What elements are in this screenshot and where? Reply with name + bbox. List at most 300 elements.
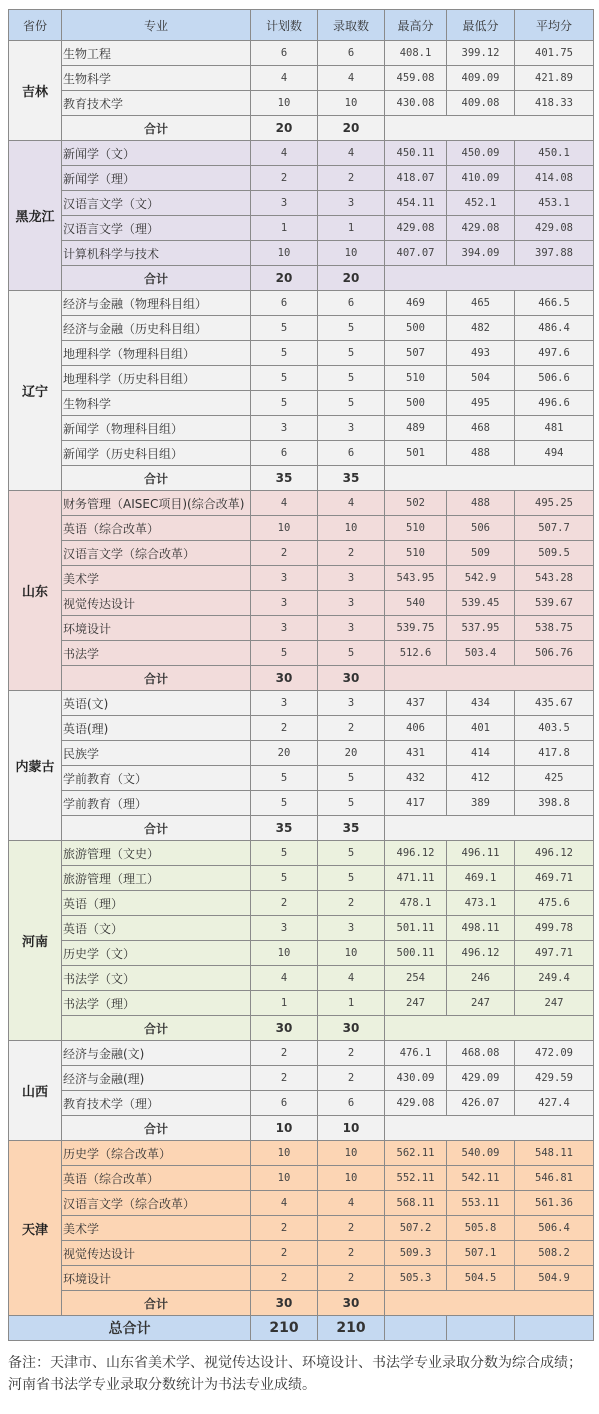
avg-score-cell: 469.71 bbox=[515, 866, 594, 891]
min-score-cell: 465 bbox=[447, 291, 515, 316]
province-cell: 山西 bbox=[9, 1041, 62, 1141]
plan-cell: 5 bbox=[251, 641, 318, 666]
subtotal-label: 合计 bbox=[62, 1016, 251, 1041]
max-score-cell: 500 bbox=[385, 391, 447, 416]
major-cell: 地理科学（历史科目组） bbox=[62, 366, 251, 391]
subtotal-row bbox=[9, 1291, 594, 1316]
table-row bbox=[9, 1041, 594, 1066]
major-cell: 新闻学（物理科目组） bbox=[62, 416, 251, 441]
admit-cell: 3 bbox=[318, 191, 385, 216]
min-score-cell: 394.09 bbox=[447, 241, 515, 266]
min-score-cell: 469.1 bbox=[447, 866, 515, 891]
min-score-cell: 553.11 bbox=[447, 1191, 515, 1216]
province-cell: 山东 bbox=[9, 491, 62, 691]
header-plan: 计划数 bbox=[251, 10, 318, 41]
avg-score-cell: 548.11 bbox=[515, 1141, 594, 1166]
major-cell: 教育技术学 bbox=[62, 91, 251, 116]
avg-score-cell: 403.5 bbox=[515, 716, 594, 741]
table-row bbox=[9, 891, 594, 916]
subtotal-label: 合计 bbox=[62, 1116, 251, 1141]
major-cell: 经济与金融（物理科目组） bbox=[62, 291, 251, 316]
major-cell: 财务管理（AISEC项目)(综合改革) bbox=[62, 491, 251, 516]
admit-cell: 5 bbox=[318, 841, 385, 866]
plan-cell: 5 bbox=[251, 841, 318, 866]
admit-cell: 5 bbox=[318, 391, 385, 416]
admit-cell: 4 bbox=[318, 66, 385, 91]
subtotal-blank bbox=[385, 116, 594, 141]
max-score-cell: 418.07 bbox=[385, 166, 447, 191]
avg-score-cell: 543.28 bbox=[515, 566, 594, 591]
plan-cell: 2 bbox=[251, 166, 318, 191]
avg-score-cell: 538.75 bbox=[515, 616, 594, 641]
admit-cell: 5 bbox=[318, 366, 385, 391]
subtotal-row bbox=[9, 466, 594, 491]
min-score-cell: 450.09 bbox=[447, 141, 515, 166]
max-score-cell: 552.11 bbox=[385, 1166, 447, 1191]
min-score-cell: 496.12 bbox=[447, 941, 515, 966]
admit-cell: 4 bbox=[318, 141, 385, 166]
max-score-cell: 454.11 bbox=[385, 191, 447, 216]
admit-cell: 10 bbox=[318, 941, 385, 966]
subtotal-plan: 10 bbox=[251, 1116, 318, 1141]
subtotal-blank bbox=[385, 816, 594, 841]
table-row bbox=[9, 741, 594, 766]
max-score-cell: 429.08 bbox=[385, 1091, 447, 1116]
min-score-cell: 426.07 bbox=[447, 1091, 515, 1116]
avg-score-cell: 475.6 bbox=[515, 891, 594, 916]
avg-score-cell: 249.4 bbox=[515, 966, 594, 991]
min-score-cell: 498.11 bbox=[447, 916, 515, 941]
subtotal-admit: 10 bbox=[318, 1116, 385, 1141]
table-row bbox=[9, 691, 594, 716]
min-score-cell: 488 bbox=[447, 441, 515, 466]
min-score-cell: 509 bbox=[447, 541, 515, 566]
table-row bbox=[9, 66, 594, 91]
max-score-cell: 562.11 bbox=[385, 1141, 447, 1166]
admit-cell: 4 bbox=[318, 966, 385, 991]
table-header-row bbox=[9, 10, 594, 41]
grand-total-blank bbox=[515, 1316, 594, 1341]
major-cell: 学前教育（理） bbox=[62, 791, 251, 816]
min-score-cell: 506 bbox=[447, 516, 515, 541]
max-score-cell: 437 bbox=[385, 691, 447, 716]
avg-score-cell: 481 bbox=[515, 416, 594, 441]
plan-cell: 2 bbox=[251, 1216, 318, 1241]
max-score-cell: 505.3 bbox=[385, 1266, 447, 1291]
plan-cell: 5 bbox=[251, 766, 318, 791]
table-row bbox=[9, 966, 594, 991]
admit-cell: 2 bbox=[318, 1266, 385, 1291]
major-cell: 旅游管理（理工） bbox=[62, 866, 251, 891]
max-score-cell: 469 bbox=[385, 291, 447, 316]
table-row bbox=[9, 1266, 594, 1291]
plan-cell: 6 bbox=[251, 441, 318, 466]
table-row bbox=[9, 941, 594, 966]
table-row bbox=[9, 191, 594, 216]
admit-cell: 6 bbox=[318, 41, 385, 66]
province-cell: 天津 bbox=[9, 1141, 62, 1316]
table-row bbox=[9, 1091, 594, 1116]
subtotal-blank bbox=[385, 1016, 594, 1041]
subtotal-blank bbox=[385, 666, 594, 691]
major-cell: 经济与金融(文) bbox=[62, 1041, 251, 1066]
min-score-cell: 495 bbox=[447, 391, 515, 416]
avg-score-cell: 398.8 bbox=[515, 791, 594, 816]
admit-cell: 6 bbox=[318, 291, 385, 316]
avg-score-cell: 508.2 bbox=[515, 1241, 594, 1266]
avg-score-cell: 546.81 bbox=[515, 1166, 594, 1191]
plan-cell: 4 bbox=[251, 1191, 318, 1216]
admit-cell: 5 bbox=[318, 766, 385, 791]
avg-score-cell: 418.33 bbox=[515, 91, 594, 116]
avg-score-cell: 427.4 bbox=[515, 1091, 594, 1116]
table-row bbox=[9, 141, 594, 166]
major-cell: 计算机科学与技术 bbox=[62, 241, 251, 266]
table-row bbox=[9, 291, 594, 316]
admit-cell: 2 bbox=[318, 716, 385, 741]
max-score-cell: 507 bbox=[385, 341, 447, 366]
avg-score-cell: 421.89 bbox=[515, 66, 594, 91]
subtotal-plan: 35 bbox=[251, 816, 318, 841]
plan-cell: 6 bbox=[251, 41, 318, 66]
admit-cell: 3 bbox=[318, 591, 385, 616]
admit-cell: 10 bbox=[318, 516, 385, 541]
max-score-cell: 450.11 bbox=[385, 141, 447, 166]
subtotal-row bbox=[9, 666, 594, 691]
table-row bbox=[9, 441, 594, 466]
table-body bbox=[9, 41, 594, 1316]
max-score-cell: 500 bbox=[385, 316, 447, 341]
admit-cell: 1 bbox=[318, 991, 385, 1016]
major-cell: 英语（理） bbox=[62, 891, 251, 916]
table-row bbox=[9, 1066, 594, 1091]
table-row bbox=[9, 616, 594, 641]
avg-score-cell: 401.75 bbox=[515, 41, 594, 66]
min-score-cell: 468 bbox=[447, 416, 515, 441]
admit-cell: 2 bbox=[318, 891, 385, 916]
max-score-cell: 430.09 bbox=[385, 1066, 447, 1091]
min-score-cell: 434 bbox=[447, 691, 515, 716]
header-province: 省份 bbox=[9, 10, 62, 41]
avg-score-cell: 497.71 bbox=[515, 941, 594, 966]
max-score-cell: 568.11 bbox=[385, 1191, 447, 1216]
admit-cell: 3 bbox=[318, 566, 385, 591]
major-cell: 新闻学（文） bbox=[62, 141, 251, 166]
table-row bbox=[9, 991, 594, 1016]
admit-cell: 2 bbox=[318, 1241, 385, 1266]
min-score-cell: 504.5 bbox=[447, 1266, 515, 1291]
min-score-cell: 389 bbox=[447, 791, 515, 816]
avg-score-cell: 435.67 bbox=[515, 691, 594, 716]
min-score-cell: 401 bbox=[447, 716, 515, 741]
min-score-cell: 505.8 bbox=[447, 1216, 515, 1241]
avg-score-cell: 506.6 bbox=[515, 366, 594, 391]
subtotal-plan: 30 bbox=[251, 666, 318, 691]
major-cell: 生物工程 bbox=[62, 41, 251, 66]
plan-cell: 20 bbox=[251, 741, 318, 766]
major-cell: 美术学 bbox=[62, 566, 251, 591]
admit-cell: 5 bbox=[318, 341, 385, 366]
plan-cell: 2 bbox=[251, 1041, 318, 1066]
major-cell: 汉语言文学（文） bbox=[62, 191, 251, 216]
avg-score-cell: 472.09 bbox=[515, 1041, 594, 1066]
admit-cell: 3 bbox=[318, 416, 385, 441]
table-row bbox=[9, 1241, 594, 1266]
admit-cell: 2 bbox=[318, 1066, 385, 1091]
major-cell: 汉语言文学（综合改革） bbox=[62, 1191, 251, 1216]
max-score-cell: 407.07 bbox=[385, 241, 447, 266]
table-row bbox=[9, 41, 594, 66]
plan-cell: 10 bbox=[251, 1166, 318, 1191]
subtotal-label: 合计 bbox=[62, 266, 251, 291]
table-row bbox=[9, 1166, 594, 1191]
admit-cell: 10 bbox=[318, 241, 385, 266]
admit-cell: 5 bbox=[318, 791, 385, 816]
footnote: 备注：天津市、山东省美术学、视觉传达设计、环境设计、书法学专业录取分数为综合成绩；河南省书法学专业录取分数统计为书法专业成绩。 bbox=[8, 1355, 582, 1393]
major-cell: 学前教育（文） bbox=[62, 766, 251, 791]
admit-cell: 10 bbox=[318, 1166, 385, 1191]
avg-score-cell: 429.08 bbox=[515, 216, 594, 241]
min-score-cell: 542.11 bbox=[447, 1166, 515, 1191]
major-cell: 汉语言文学（理） bbox=[62, 216, 251, 241]
major-cell: 环境设计 bbox=[62, 1266, 251, 1291]
plan-cell: 3 bbox=[251, 591, 318, 616]
min-score-cell: 246 bbox=[447, 966, 515, 991]
min-score-cell: 410.09 bbox=[447, 166, 515, 191]
min-score-cell: 414 bbox=[447, 741, 515, 766]
avg-score-cell: 499.78 bbox=[515, 916, 594, 941]
grand-total-admit: 210 bbox=[318, 1316, 385, 1341]
subtotal-label: 合计 bbox=[62, 116, 251, 141]
plan-cell: 1 bbox=[251, 991, 318, 1016]
major-cell: 环境设计 bbox=[62, 616, 251, 641]
subtotal-admit: 30 bbox=[318, 666, 385, 691]
max-score-cell: 432 bbox=[385, 766, 447, 791]
plan-cell: 4 bbox=[251, 966, 318, 991]
major-cell: 民族学 bbox=[62, 741, 251, 766]
min-score-cell: 542.9 bbox=[447, 566, 515, 591]
table-row bbox=[9, 416, 594, 441]
plan-cell: 5 bbox=[251, 366, 318, 391]
plan-cell: 5 bbox=[251, 866, 318, 891]
min-score-cell: 409.08 bbox=[447, 91, 515, 116]
admit-cell: 1 bbox=[318, 216, 385, 241]
plan-cell: 5 bbox=[251, 316, 318, 341]
subtotal-row bbox=[9, 116, 594, 141]
plan-cell: 3 bbox=[251, 616, 318, 641]
major-cell: 旅游管理（文史） bbox=[62, 841, 251, 866]
plan-cell: 6 bbox=[251, 1091, 318, 1116]
table-row bbox=[9, 791, 594, 816]
plan-cell: 10 bbox=[251, 941, 318, 966]
province-cell: 辽宁 bbox=[9, 291, 62, 491]
min-score-cell: 399.12 bbox=[447, 41, 515, 66]
subtotal-plan: 35 bbox=[251, 466, 318, 491]
avg-score-cell: 506.4 bbox=[515, 1216, 594, 1241]
major-cell: 经济与金融(理) bbox=[62, 1066, 251, 1091]
min-score-cell: 482 bbox=[447, 316, 515, 341]
subtotal-label: 合计 bbox=[62, 1291, 251, 1316]
subtotal-label: 合计 bbox=[62, 466, 251, 491]
province-cell: 内蒙古 bbox=[9, 691, 62, 841]
plan-cell: 6 bbox=[251, 291, 318, 316]
max-score-cell: 507.2 bbox=[385, 1216, 447, 1241]
max-score-cell: 512.6 bbox=[385, 641, 447, 666]
major-cell: 新闻学（理） bbox=[62, 166, 251, 191]
table-row bbox=[9, 916, 594, 941]
table-row bbox=[9, 566, 594, 591]
plan-cell: 3 bbox=[251, 691, 318, 716]
subtotal-plan: 20 bbox=[251, 116, 318, 141]
max-score-cell: 408.1 bbox=[385, 41, 447, 66]
subtotal-admit: 20 bbox=[318, 266, 385, 291]
table-row bbox=[9, 516, 594, 541]
plan-cell: 5 bbox=[251, 341, 318, 366]
major-cell: 历史学（文） bbox=[62, 941, 251, 966]
major-cell: 经济与金融（历史科目组） bbox=[62, 316, 251, 341]
avg-score-cell: 429.59 bbox=[515, 1066, 594, 1091]
max-score-cell: 510 bbox=[385, 541, 447, 566]
min-score-cell: 539.45 bbox=[447, 591, 515, 616]
subtotal-row bbox=[9, 816, 594, 841]
admit-cell: 10 bbox=[318, 91, 385, 116]
avg-score-cell: 561.36 bbox=[515, 1191, 594, 1216]
table-row bbox=[9, 1191, 594, 1216]
min-score-cell: 493 bbox=[447, 341, 515, 366]
admit-cell: 2 bbox=[318, 166, 385, 191]
major-cell: 书法学（理） bbox=[62, 991, 251, 1016]
plan-cell: 10 bbox=[251, 516, 318, 541]
max-score-cell: 510 bbox=[385, 366, 447, 391]
max-score-cell: 459.08 bbox=[385, 66, 447, 91]
province-cell: 吉林 bbox=[9, 41, 62, 141]
avg-score-cell: 453.1 bbox=[515, 191, 594, 216]
min-score-cell: 488 bbox=[447, 491, 515, 516]
grand-total-label: 总合计 bbox=[9, 1316, 251, 1341]
max-score-cell: 539.75 bbox=[385, 616, 447, 641]
max-score-cell: 431 bbox=[385, 741, 447, 766]
major-cell: 英语（文） bbox=[62, 916, 251, 941]
header-max: 最高分 bbox=[385, 10, 447, 41]
avg-score-cell: 494 bbox=[515, 441, 594, 466]
table-row bbox=[9, 591, 594, 616]
header-admit: 录取数 bbox=[318, 10, 385, 41]
table-row bbox=[9, 341, 594, 366]
subtotal-blank bbox=[385, 266, 594, 291]
min-score-cell: 537.95 bbox=[447, 616, 515, 641]
avg-score-cell: 397.88 bbox=[515, 241, 594, 266]
subtotal-admit: 35 bbox=[318, 466, 385, 491]
min-score-cell: 473.1 bbox=[447, 891, 515, 916]
table-row bbox=[9, 866, 594, 891]
table-row bbox=[9, 216, 594, 241]
subtotal-label: 合计 bbox=[62, 666, 251, 691]
min-score-cell: 412 bbox=[447, 766, 515, 791]
avg-score-cell: 496.12 bbox=[515, 841, 594, 866]
avg-score-cell: 497.6 bbox=[515, 341, 594, 366]
major-cell: 书法学（文） bbox=[62, 966, 251, 991]
table-row bbox=[9, 241, 594, 266]
major-cell: 生物科学 bbox=[62, 391, 251, 416]
header-avg: 平均分 bbox=[515, 10, 594, 41]
table-row bbox=[9, 1216, 594, 1241]
plan-cell: 10 bbox=[251, 1141, 318, 1166]
admit-cell: 6 bbox=[318, 1091, 385, 1116]
major-cell: 英语（综合改革） bbox=[62, 1166, 251, 1191]
admit-cell: 4 bbox=[318, 491, 385, 516]
table-row bbox=[9, 366, 594, 391]
avg-score-cell: 247 bbox=[515, 991, 594, 1016]
avg-score-cell: 504.9 bbox=[515, 1266, 594, 1291]
max-score-cell: 417 bbox=[385, 791, 447, 816]
subtotal-admit: 35 bbox=[318, 816, 385, 841]
max-score-cell: 489 bbox=[385, 416, 447, 441]
avg-score-cell: 507.7 bbox=[515, 516, 594, 541]
admit-cell: 2 bbox=[318, 1041, 385, 1066]
max-score-cell: 476.1 bbox=[385, 1041, 447, 1066]
admit-cell: 3 bbox=[318, 691, 385, 716]
admit-cell: 20 bbox=[318, 741, 385, 766]
max-score-cell: 502 bbox=[385, 491, 447, 516]
max-score-cell: 247 bbox=[385, 991, 447, 1016]
subtotal-blank bbox=[385, 466, 594, 491]
min-score-cell: 503.4 bbox=[447, 641, 515, 666]
max-score-cell: 501 bbox=[385, 441, 447, 466]
avg-score-cell: 414.08 bbox=[515, 166, 594, 191]
subtotal-blank bbox=[385, 1291, 594, 1316]
min-score-cell: 504 bbox=[447, 366, 515, 391]
avg-score-cell: 509.5 bbox=[515, 541, 594, 566]
max-score-cell: 478.1 bbox=[385, 891, 447, 916]
admit-cell: 5 bbox=[318, 641, 385, 666]
avg-score-cell: 496.6 bbox=[515, 391, 594, 416]
avg-score-cell: 506.76 bbox=[515, 641, 594, 666]
header-min: 最低分 bbox=[447, 10, 515, 41]
table-row bbox=[9, 316, 594, 341]
major-cell: 视觉传达设计 bbox=[62, 591, 251, 616]
province-cell: 黑龙江 bbox=[9, 141, 62, 291]
plan-cell: 2 bbox=[251, 716, 318, 741]
subtotal-admit: 20 bbox=[318, 116, 385, 141]
max-score-cell: 496.12 bbox=[385, 841, 447, 866]
min-score-cell: 468.08 bbox=[447, 1041, 515, 1066]
avg-score-cell: 425 bbox=[515, 766, 594, 791]
plan-cell: 2 bbox=[251, 1266, 318, 1291]
major-cell: 历史学（综合改革） bbox=[62, 1141, 251, 1166]
subtotal-plan: 30 bbox=[251, 1291, 318, 1316]
min-score-cell: 409.09 bbox=[447, 66, 515, 91]
avg-score-cell: 466.5 bbox=[515, 291, 594, 316]
subtotal-row bbox=[9, 266, 594, 291]
table-row bbox=[9, 841, 594, 866]
min-score-cell: 429.09 bbox=[447, 1066, 515, 1091]
table-row bbox=[9, 541, 594, 566]
plan-cell: 2 bbox=[251, 1066, 318, 1091]
plan-cell: 1 bbox=[251, 216, 318, 241]
plan-cell: 10 bbox=[251, 91, 318, 116]
avg-score-cell: 417.8 bbox=[515, 741, 594, 766]
major-cell: 新闻学（历史科目组） bbox=[62, 441, 251, 466]
major-cell: 地理科学（物理科目组） bbox=[62, 341, 251, 366]
max-score-cell: 406 bbox=[385, 716, 447, 741]
admit-cell: 3 bbox=[318, 916, 385, 941]
admit-cell: 5 bbox=[318, 866, 385, 891]
admit-cell: 6 bbox=[318, 441, 385, 466]
max-score-cell: 509.3 bbox=[385, 1241, 447, 1266]
admission-table bbox=[8, 9, 594, 1341]
grand-total-blank bbox=[385, 1316, 447, 1341]
province-cell: 河南 bbox=[9, 841, 62, 1041]
